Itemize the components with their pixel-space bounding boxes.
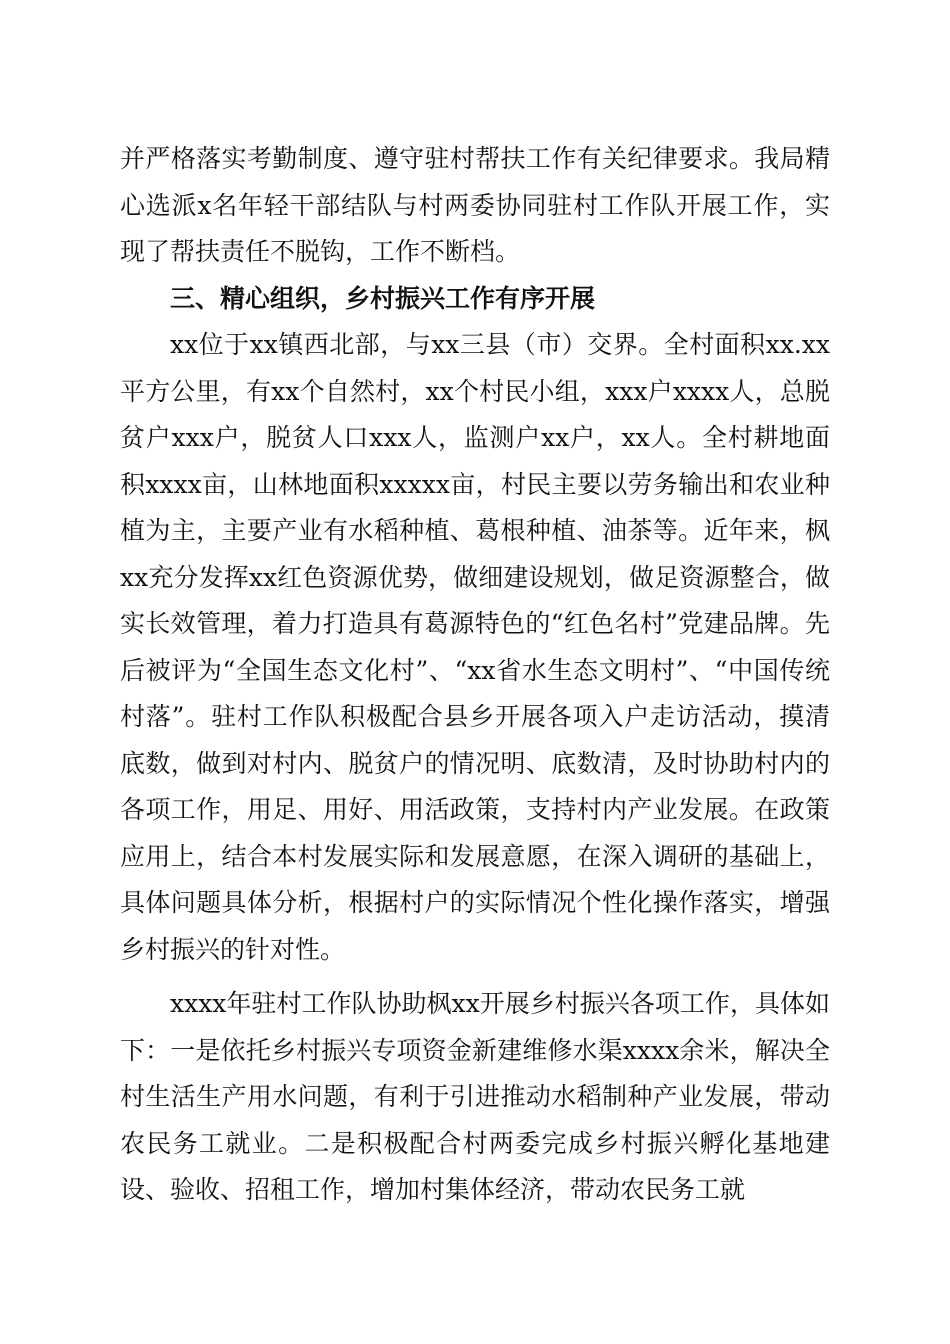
document-page (120, 136, 830, 1214)
paragraph-village-overview: xx位于xx镇西北部，与xx三县（市）交界。全村面积xx.xx平方公里，有xx个自然村，xx个村民小组，xxx户xxxx人，总脱贫户xxx户，脱贫人口xxx人，监测户xx户，xx人。全村耕地面积xxxx亩，山林地面积xxxxx亩，村民主要以劳务输出和农业种植为主，主要产业有水稻种植、葛根种植、油茶等。近年来，枫xx充分发挥xx红色资源优势，做细建设规划，做足资源整合，做实长效管理，着力打造具有葛源特色的“红色名村”党建品牌。先后被评为“全国生态文化村”、“xx省水生态文明村”、“中国传统村落”。驻村工作队积极配合县乡开展各项入户走访活动，摸清底数，做到对村内、脱贫户的情况明、底数清，及时协助村内的各项工作，用足、用好、用活政策，支持村内产业发展。在政策应用上，结合本村发展实际和发展意愿，在深入调研的基础上，具体问题具体分析，根据村户的实际情况个性化操作落实，增强乡村振兴的针对性。 (120, 330, 830, 964)
paragraph-work-details: xxxx年驻村工作队协助枫xx开展乡村振兴各项工作，具体如下：一是依托乡村振兴专项资金新建维修水渠xxxx余米，解决全村生活生产用水问题，有利于引进推动水稻制种产业发展，带动农民务工就业。二是积极配合村两委完成乡村振兴孵化基地建设、验收、招租工作，增加村集体经济，带动农民务工就 (120, 989, 830, 1204)
paragraph-discipline: 并严格落实考勤制度、遵守驻村帮扶工作有关纪律要求。我局精心选派x名年轻干部结队与村两委协同驻村工作队开展工作，实现了帮扶责任不脱钩，工作不断档。 (120, 144, 830, 266)
section-heading-3: 三、精心组织，乡村振兴工作有序开展 (170, 283, 596, 313)
